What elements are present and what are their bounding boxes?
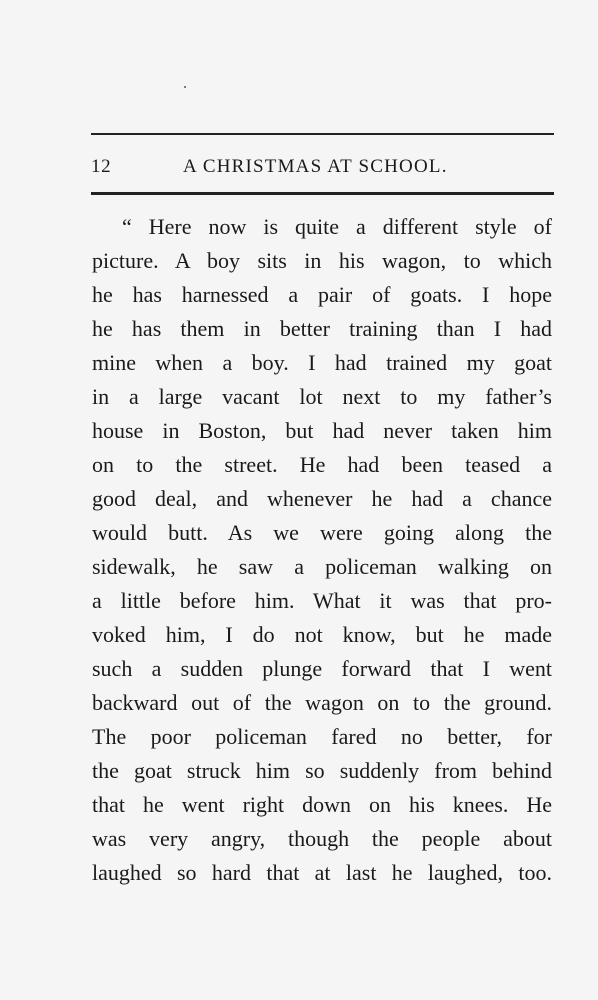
text-line: in a large vacant lot next to my father’s — [92, 384, 552, 409]
text-line: the goat struck him so suddenly from behind — [92, 758, 552, 783]
page-number: 12 — [91, 156, 112, 177]
text-line: mine when a boy. I had trained my goat — [92, 350, 552, 375]
text-line: sidewalk, he saw a policeman walking on — [92, 554, 552, 579]
text-line: a little before him. What it was that pro- — [92, 588, 552, 613]
text-line: such a sudden plunge forward that I went — [92, 656, 552, 681]
text-line: he has harnessed a pair of goats. I hope — [92, 282, 552, 307]
text-line: house in Boston, but had never taken him — [92, 418, 552, 443]
body-text — [92, 210, 552, 890]
text-line: laughed so hard that at last he laughed, too. — [92, 860, 552, 885]
text-line: “ Here now is quite a different style of — [122, 214, 552, 239]
text-line: he has them in better training than I had — [92, 316, 552, 341]
text-line: good deal, and whenever he had a chance — [92, 486, 552, 511]
text-line: on to the street. He had been teased a — [92, 452, 552, 477]
text-line: that he went right down on his knees. He — [92, 792, 552, 817]
text-line: picture. A boy sits in his wagon, to which — [92, 248, 552, 273]
running-title: A CHRISTMAS AT SCHOOL. — [183, 156, 448, 177]
running-head — [91, 156, 554, 182]
text-line: was very angry, though the people about — [92, 826, 552, 851]
text-line: would butt. As we were going along the — [92, 520, 552, 545]
header-rule-bottom — [91, 192, 554, 195]
header-rule-top — [91, 133, 554, 135]
text-line: voked him, I do not know, but he made — [92, 622, 552, 647]
text-line: The poor policeman fared no better, for — [92, 724, 552, 749]
speck — [184, 86, 186, 88]
text-line: backward out of the wagon on to the ground. — [92, 690, 552, 715]
